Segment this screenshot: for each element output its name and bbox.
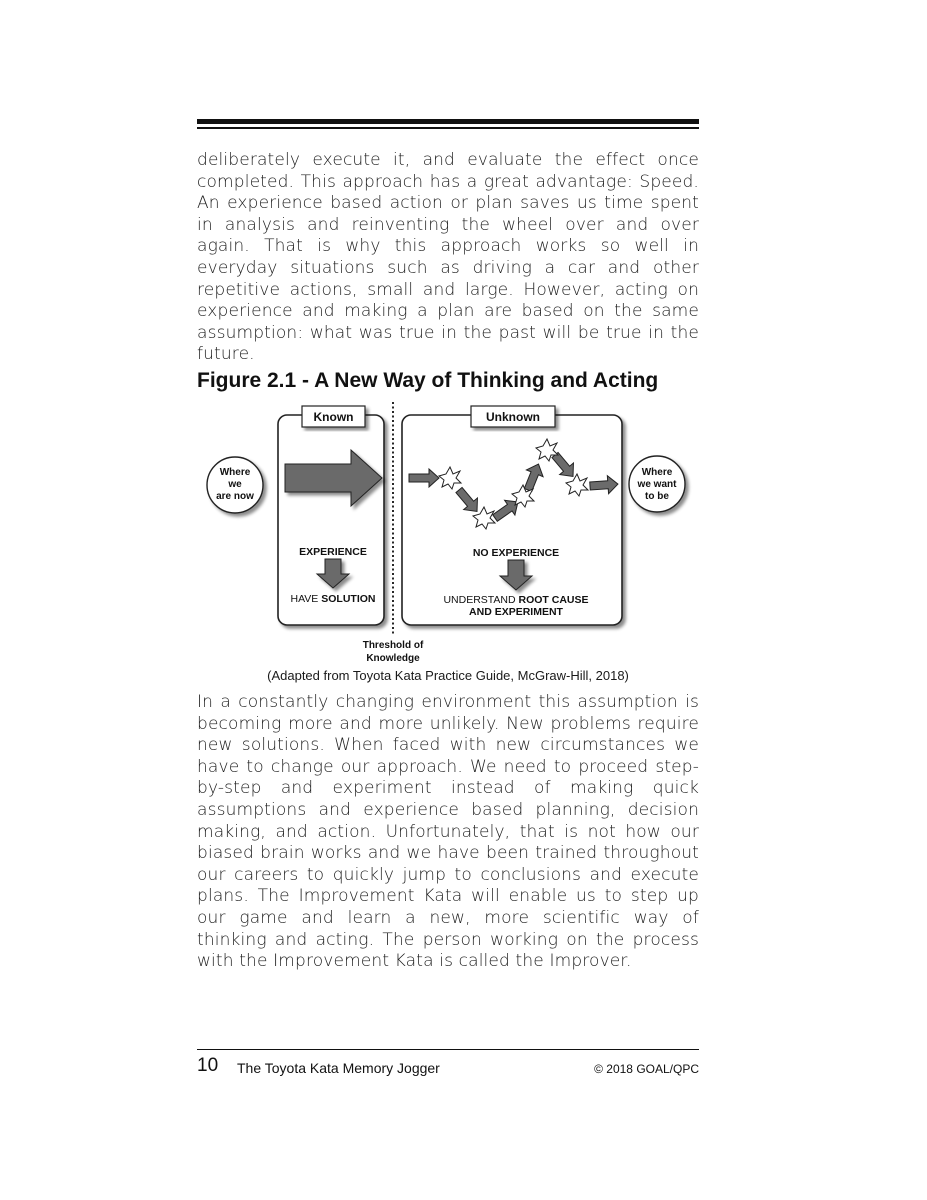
goal-label-line-2: we want xyxy=(637,479,677,490)
unknown-result-line-2: AND EXPERIMENT xyxy=(469,606,563,618)
threshold-label-line-2: Knowledge xyxy=(366,653,420,664)
unknown-result-bold: ROOT CAUSE xyxy=(518,594,589,606)
known-experience-label: EXPERIENCE xyxy=(299,546,367,558)
threshold-label-line-1: Threshold of xyxy=(362,640,424,651)
known-result-bold: SOLUTION xyxy=(321,593,376,605)
figure-diagram xyxy=(197,398,699,668)
unknown-experience-label: NO EXPERIENCE xyxy=(472,547,560,559)
body-paragraph-1: deliberately execute it, and evaluate the effect once completed. This approach has a great advantage: Speed. An experience based action or plan saves us time spent in analysis and reinventing the wheel over and over again. That is why this approach works so well in everyday situations such as driving a car and other repetitive actions, small and large. However, acting on experience and making a plan are based on the same assumption: what was true in the past will be true in the future. xyxy=(197,150,699,365)
body-paragraph-2: In a constantly changing environment this assumption is becoming more and more unlikely. New problems require new solutions. When faced with new circumstances we have to change our approach. We need to proceed step-by-step and experiment instead of making quick assumptions and experience based planning, decision making, and action. Unfortunately, that is not how our biased brain works and we have been trained throughout our careers to quickly jump to conclusions and execute plans. The Improvement Kata will enable us to step up our game and learn a new, more scientific way of thinking and acting. The person working on the process with the Improvement Kata is called the Improver. xyxy=(197,692,699,972)
footer-rule xyxy=(197,1049,699,1050)
start-label-line-3: are now xyxy=(216,491,254,502)
header-rule-thick xyxy=(197,119,699,124)
known-result-plain: HAVE xyxy=(290,593,322,605)
book-title: The Toyota Kata Memory Jogger xyxy=(237,1060,440,1076)
unknown-result-plain: UNDERSTAND xyxy=(443,594,519,606)
goal-label-line-3: to be xyxy=(645,491,669,502)
copyright: © 2018 GOAL/QPC xyxy=(594,1062,699,1076)
unknown-label: Unknown xyxy=(486,410,540,424)
start-label-line-1: Where xyxy=(219,467,251,478)
page-number: 10 xyxy=(197,1055,219,1076)
figure-title: Figure 2.1 - A New Way of Thinking and Acting xyxy=(197,369,659,392)
known-result-label xyxy=(291,593,376,605)
unknown-result-label xyxy=(443,594,588,606)
goal-label-line-1: Where xyxy=(641,467,673,478)
figure-caption: (Adapted from Toyota Kata Practice Guide, McGraw-Hill, 2018) xyxy=(267,668,629,683)
start-label-line-2: we xyxy=(228,479,242,490)
known-label: Known xyxy=(313,410,354,424)
header-rule-thin xyxy=(197,127,699,129)
